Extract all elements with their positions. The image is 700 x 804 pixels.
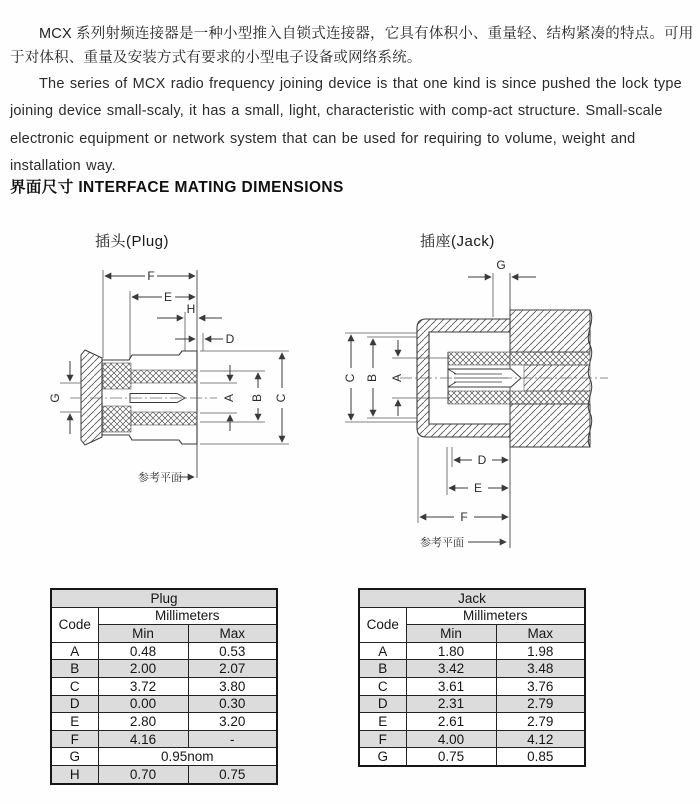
plug-dim-h-label: H (186, 302, 196, 316)
table-row (51, 677, 277, 695)
jack-body (400, 310, 608, 447)
plug-dimensions-table (50, 588, 278, 785)
plug-cross-section-diagram (45, 250, 335, 490)
table-row (51, 730, 277, 748)
section-title (10, 175, 344, 197)
max-cell: 2.79 (496, 713, 585, 731)
jack-dims-def (420, 460, 508, 517)
table-header-row (51, 607, 277, 625)
jack-reference-plane-label: 参考平面 (420, 537, 464, 549)
code-cell: C (51, 677, 98, 695)
max-cell: 2.79 (496, 695, 585, 713)
table-row (359, 748, 585, 766)
code-cell: G (359, 748, 406, 766)
jack-dim-c-label: C (343, 373, 358, 383)
table-row (359, 677, 585, 695)
max-cell: 1.98 (496, 642, 585, 660)
min-cell: 1.80 (406, 642, 496, 660)
max-cell: 3.20 (188, 713, 277, 731)
min-cell: 4.00 (406, 730, 496, 748)
min-cell: 3.72 (98, 677, 188, 695)
code-cell: D (359, 695, 406, 713)
intro-paragraph-english: The series of MCX radio frequency joining device is that one kind is since pushed the lock type joining device small-scaly, it has a small, light, characteristic with comp-act structure. Small-scale electronic equipment or network system that can be used for requiring to volume, weight and installation way. (10, 75, 682, 174)
min-cell: 2.61 (406, 713, 496, 731)
min-cell: 0.70 (98, 765, 188, 783)
intro-paragraph-chinese: MCX 系列射频连接器是一种小型推入自锁式连接器，它具有体积小、重量轻、结构紧凑的特点。可用于对体积、重量及安装方式有要求的小型电子设备或网络系统。 (10, 25, 694, 66)
code-cell: H (51, 765, 98, 783)
min-cell: 4.16 (98, 730, 188, 748)
unit-header: Millimeters (98, 607, 277, 625)
plug-dim-g-label: G (48, 393, 63, 403)
code-cell: B (51, 660, 98, 678)
plug-dim-c-label: C (274, 393, 289, 403)
jack-dim-f-label: F (460, 510, 468, 524)
table-row (51, 642, 277, 660)
section-title-zh: 界面尺寸 (10, 179, 74, 196)
table-row (359, 713, 585, 731)
table-header-row (359, 607, 585, 625)
plug-reference-plane-label: 参考平面 (138, 472, 182, 484)
max-cell: 0.85 (496, 748, 585, 766)
min-cell: 2.80 (98, 713, 188, 731)
plug-dim-f-label: F (147, 269, 155, 283)
max-cell: 3.48 (496, 660, 585, 678)
table-title: Plug (51, 589, 277, 607)
jack-figure-title: 插座(Jack) (420, 233, 495, 250)
plug-dim-a-label: A (222, 393, 237, 403)
plug-figure-title: 插头(Plug) (95, 233, 170, 250)
table-row (51, 660, 277, 678)
max-header: Max (188, 625, 277, 643)
max-cell: 0.30 (188, 695, 277, 713)
jack-extension-lines (418, 273, 510, 548)
code-cell: F (51, 730, 98, 748)
max-cell: 0.75 (188, 765, 277, 783)
jack-cross-section-diagram (340, 255, 700, 570)
plug-dimension-lines (105, 276, 223, 339)
table-row (359, 730, 585, 748)
code-header: Code (51, 607, 98, 642)
code-header: Code (359, 607, 406, 642)
table-row (359, 642, 585, 660)
plug-dim-d-label: D (225, 332, 235, 346)
table-title-row (359, 589, 585, 607)
plug-dim-e-label: E (163, 290, 173, 304)
code-cell: C (359, 677, 406, 695)
table-row (51, 695, 277, 713)
min-cell: 3.42 (406, 660, 496, 678)
min-header: Min (406, 625, 496, 643)
max-cell: 2.07 (188, 660, 277, 678)
min-cell: 3.61 (406, 677, 496, 695)
jack-dimensions-table (358, 588, 586, 767)
plug-dim-b-label: B (250, 393, 265, 403)
min-cell: 2.00 (98, 660, 188, 678)
table-row (359, 695, 585, 713)
jack-dim-e-label: E (473, 481, 483, 495)
jack-dim-d-label: D (477, 453, 487, 467)
table-row (359, 660, 585, 678)
max-cell: 0.53 (188, 642, 277, 660)
max-header: Max (496, 625, 585, 643)
min-cell: 0.48 (98, 642, 188, 660)
section-title-en: INTERFACE MATING DIMENSIONS (78, 179, 344, 196)
table-title: Jack (359, 589, 585, 607)
code-cell: G (51, 748, 98, 766)
nominal-value-cell: 0.95nom (98, 748, 277, 766)
max-cell: 4.12 (496, 730, 585, 748)
code-cell: A (51, 642, 98, 660)
table-row (51, 713, 277, 731)
plug-body (70, 350, 217, 445)
max-cell: - (188, 730, 277, 748)
unit-header: Millimeters (406, 607, 585, 625)
plug-dim-g (60, 361, 81, 434)
code-cell: F (359, 730, 406, 748)
code-cell: D (51, 695, 98, 713)
jack-dim-a-label: A (390, 373, 405, 383)
table-row (51, 748, 277, 766)
min-cell: 0.75 (406, 748, 496, 766)
code-cell: A (359, 642, 406, 660)
jack-dim-g-label: G (496, 258, 506, 272)
table-title-row (51, 589, 277, 607)
min-cell: 0.00 (98, 695, 188, 713)
max-cell: 3.80 (188, 677, 277, 695)
min-cell: 2.31 (406, 695, 496, 713)
min-header: Min (98, 625, 188, 643)
code-cell: E (51, 713, 98, 731)
table-row (51, 765, 277, 783)
jack-dim-b-label: B (365, 373, 380, 383)
code-cell: B (359, 660, 406, 678)
max-cell: 3.76 (496, 677, 585, 695)
code-cell: E (359, 713, 406, 731)
